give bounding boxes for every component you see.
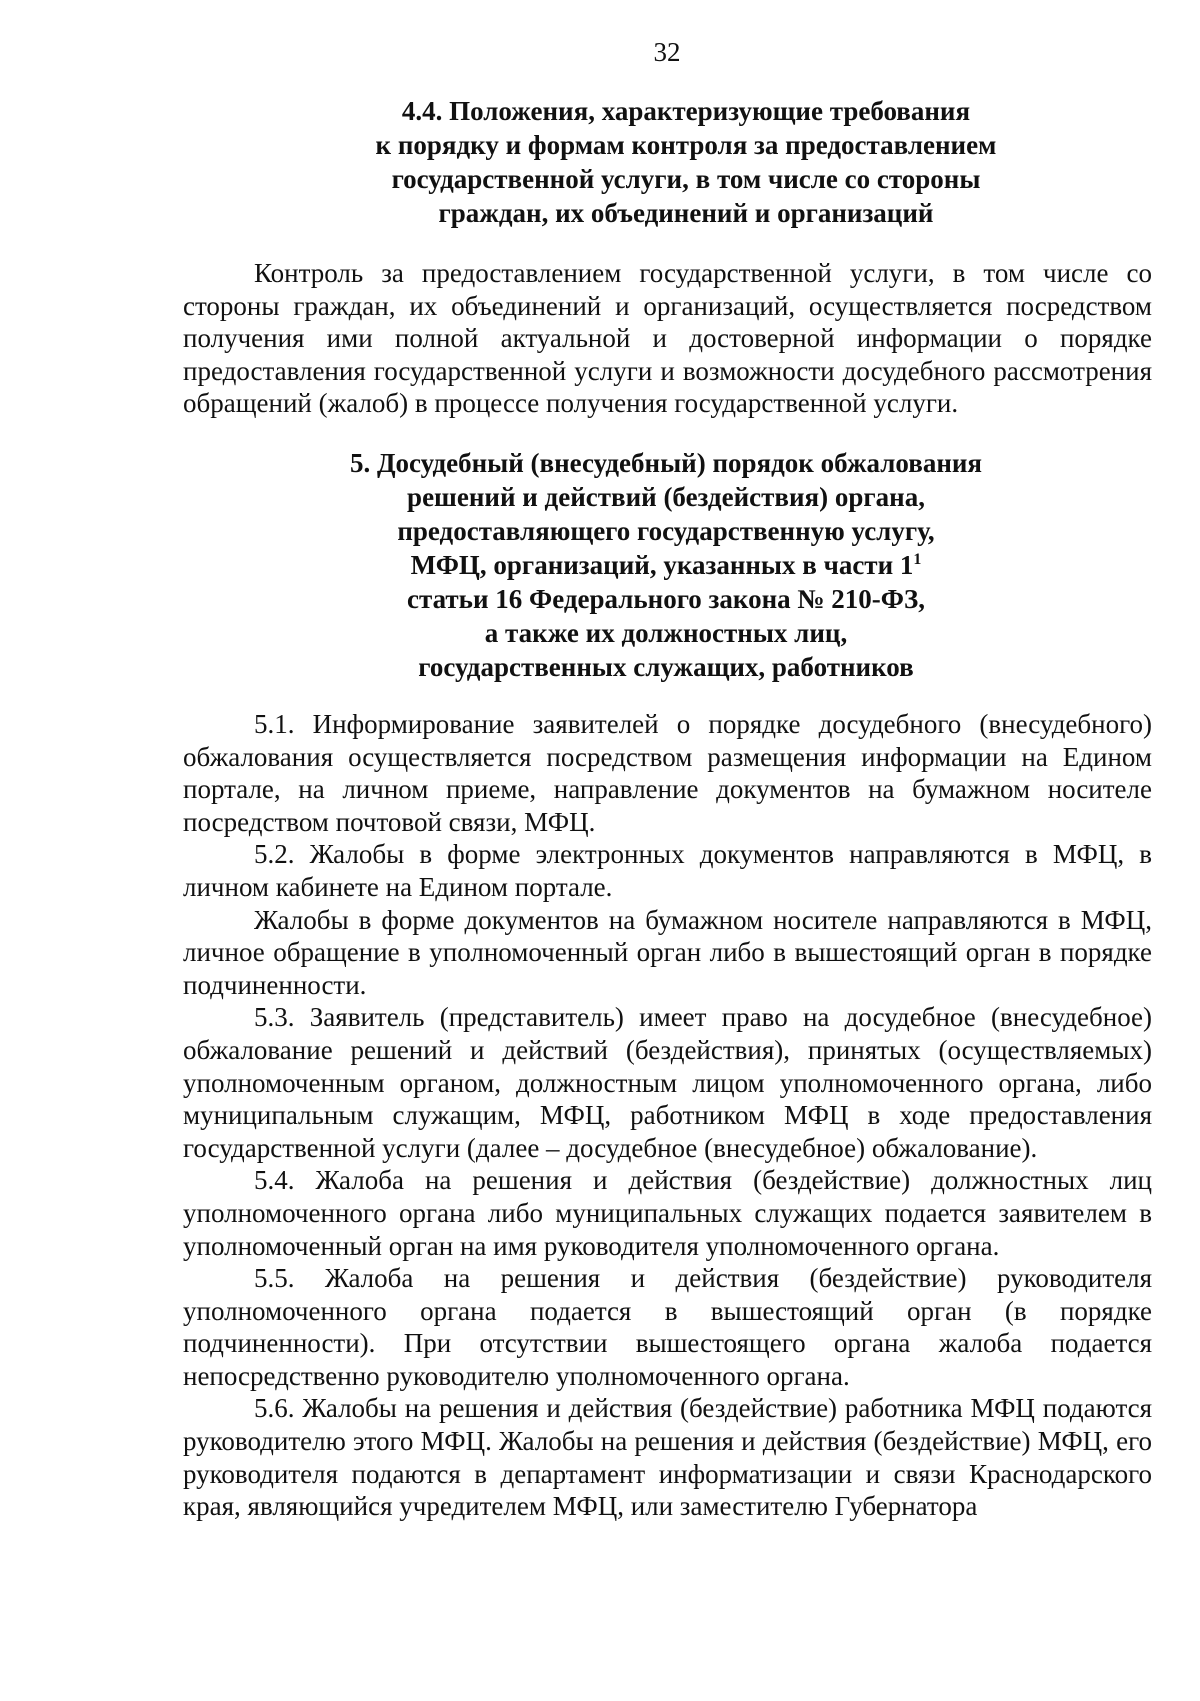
page-number: 32 <box>653 37 681 67</box>
heading-line: предоставляющего государственную услугу, <box>397 516 935 546</box>
section-5-body <box>183 708 1152 1523</box>
paragraph-5-3: 5.3. Заявитель (представитель) имеет право на досудебное (внесудебное) обжалование решений и действий (бездействия), принятых (осуществляемых) уполномоченным органом, должностным лицом уполномоченного органа, либо муниципальным служащим, МФЦ, работником МФЦ в ходе предоставления государственной услуги (далее – досудебное (внесудебное) обжалование). <box>183 1002 1152 1163</box>
heading-line-with-superscript <box>180 548 1152 582</box>
paragraph: Контроль за предоставлением государственной услуги, в том числе со стороны граждан, их объединений и организаций, осуществляется посредством получения ими полной актуальной и достоверной информации о порядке предоставления государственной услуги и возможности досудебного рассмотрения обращений (жалоб) в процессе получения государственной услуги. <box>183 258 1152 419</box>
paragraph-5-2: 5.2. Жалобы в форме электронных документов направляются в МФЦ, в личном кабинете на Едином портале. <box>183 839 1152 902</box>
heading-line: государственных служащих, работников <box>418 652 914 682</box>
section-4-4-body <box>183 257 1152 420</box>
heading-line: 5. Досудебный (внесудебный) порядок обжалования <box>349 448 983 478</box>
heading-line: статьи 16 Федерального закона № 210-ФЗ, <box>407 584 925 614</box>
superscript: 1 <box>913 551 922 568</box>
paragraph-5-1: 5.1. Информирование заявителей о порядке досудебного (внесудебного) обжалования осуществляется посредством размещения информации на Едином портале, на личном приеме, направление документов на бумажном носителе посредством почтовой связи, МФЦ. <box>183 709 1152 837</box>
paragraph-5-5: 5.5. Жалоба на решения и действия (бездействие) руководителя уполномоченного органа подается в вышестоящий орган (в порядке подчиненности). При отсутствии вышестоящего органа жалоба подается непосредственно руководителю уполномоченного органа. <box>183 1263 1152 1391</box>
paragraph-5-2-paper: Жалобы в форме документов на бумажном носителе направляются в МФЦ, личное обращение в уполномоченный орган либо в вышестоящий орган в порядке подчиненности. <box>183 904 1152 1000</box>
paragraph-5-4: 5.4. Жалоба на решения и действия (бездействие) должностных лиц уполномоченного органа либо муниципальных служащих подается заявителем в уполномоченный орган на имя руководителя уполномоченного органа. <box>183 1165 1152 1261</box>
heading-line-text: МФЦ, организаций, указанных в части 1 <box>410 550 914 580</box>
heading-line: к порядку и формам контроля за предоставлением <box>375 130 997 160</box>
heading-line: решений и действий (бездействия) органа, <box>407 482 925 512</box>
section-5-heading <box>180 446 1152 684</box>
paragraph-5-6: 5.6. Жалобы на решения и действия (бездействие) работника МФЦ подаются руководителю этого МФЦ. Жалобы на решения и действия (бездействие) МФЦ, его руководителя подаются в департамент информатизации и связи Краснодарского края, являющийся учредителем МФЦ, или заместителю Губернатора <box>183 1393 1152 1522</box>
heading-line: граждан, их объединений и организаций <box>438 198 934 228</box>
section-4-4-heading <box>200 94 1172 230</box>
heading-line: государственной услуги, в том числе со стороны <box>391 164 981 194</box>
heading-line: а также их должностных лиц, <box>484 618 848 648</box>
heading-line: 4.4. Положения, характеризующие требования <box>401 96 971 126</box>
